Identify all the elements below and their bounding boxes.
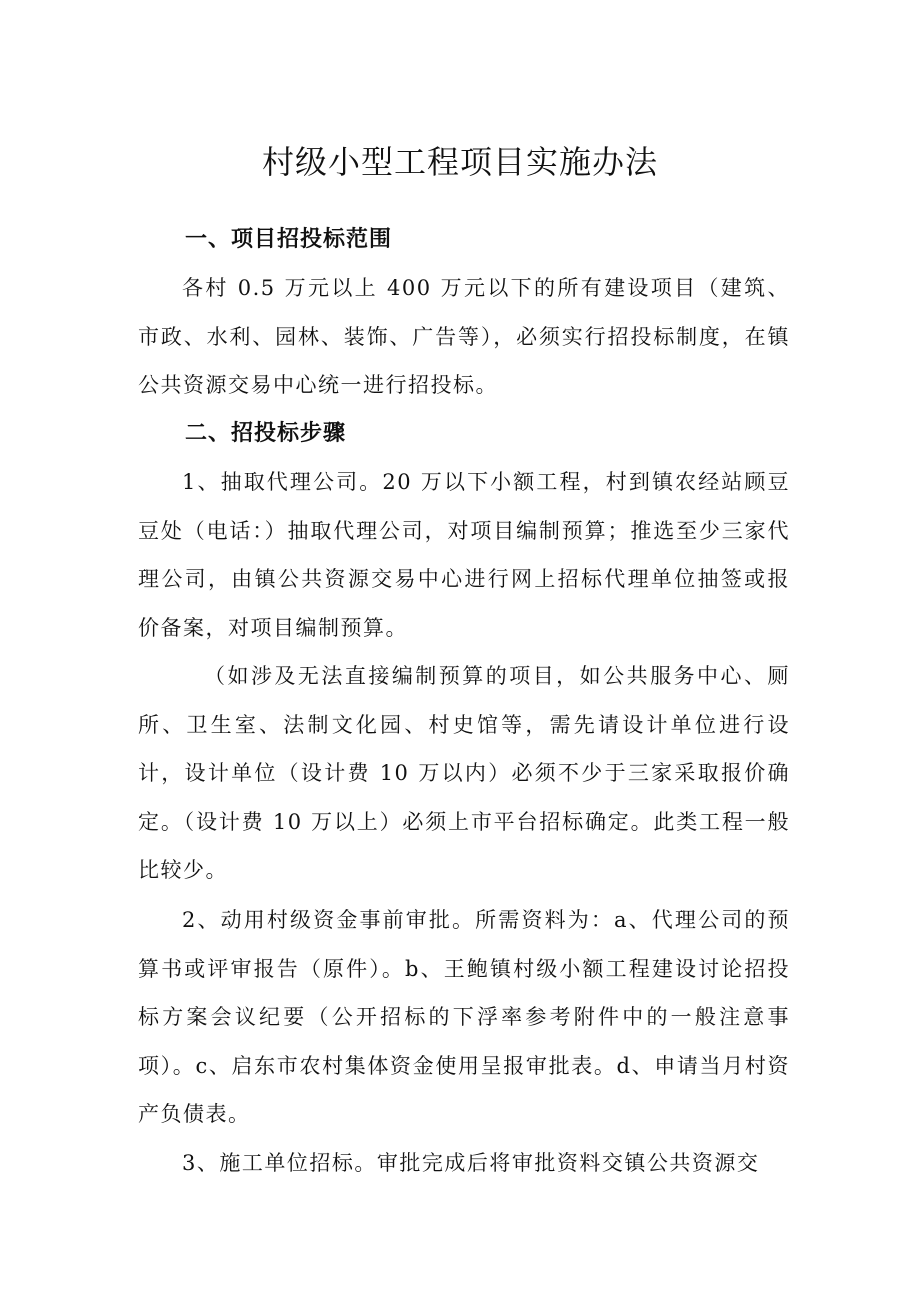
document-title: 村级小型工程项目实施办法 [261,143,658,181]
section-heading-1: 一、项目招投标范围 [185,227,393,252]
section-2-paragraph-2: （如涉及无法直接编制预算的项目，如公共服务中心、厕所、卫生室、法制文化园、村史馆等，需先请设计单位进行设计，设计单位（设计费 10 万以内）必须不少于三家采取报价确定。（设计费 10 万以上）必须上市平台招标确定。此类工程一般比较少。 [138,664,790,882]
section-2-paragraph-1: 1、抽取代理公司。20 万以下小额工程，村到镇农经站顾豆豆处（电话：）抽取代理公司，对项目编制预算；推选至少三家代理公司，由镇公共资源交易中心进行网上招标代理单位抽签或报价备案，对项目编制预算。 [138,470,790,640]
section-2-paragraph-3: 2、动用村级资金事前审批。所需资料为：a、代理公司的预算书或评审报告（原件）。b、王鲍镇村级小额工程建设讨论招投标方案会议纪要（公开招标的下浮率参考附件中的一般注意事项）。c、启东市农村集体资金使用呈报审批表。d、申请当月村资产负债表。 [138,908,790,1126]
section-heading-2: 二、招投标步骤 [185,421,347,446]
section-1-paragraph-1: 各村 0.5 万元以上 400 万元以下的所有建设项目（建筑、市政、水利、园林、装饰、广告等），必须实行招投标制度，在镇公共资源交易中心统一进行招投标。 [138,276,790,397]
section-2-paragraph-4: 3、施工单位招标。审批完成后将审批资料交镇公共资源交 [182,1151,760,1175]
